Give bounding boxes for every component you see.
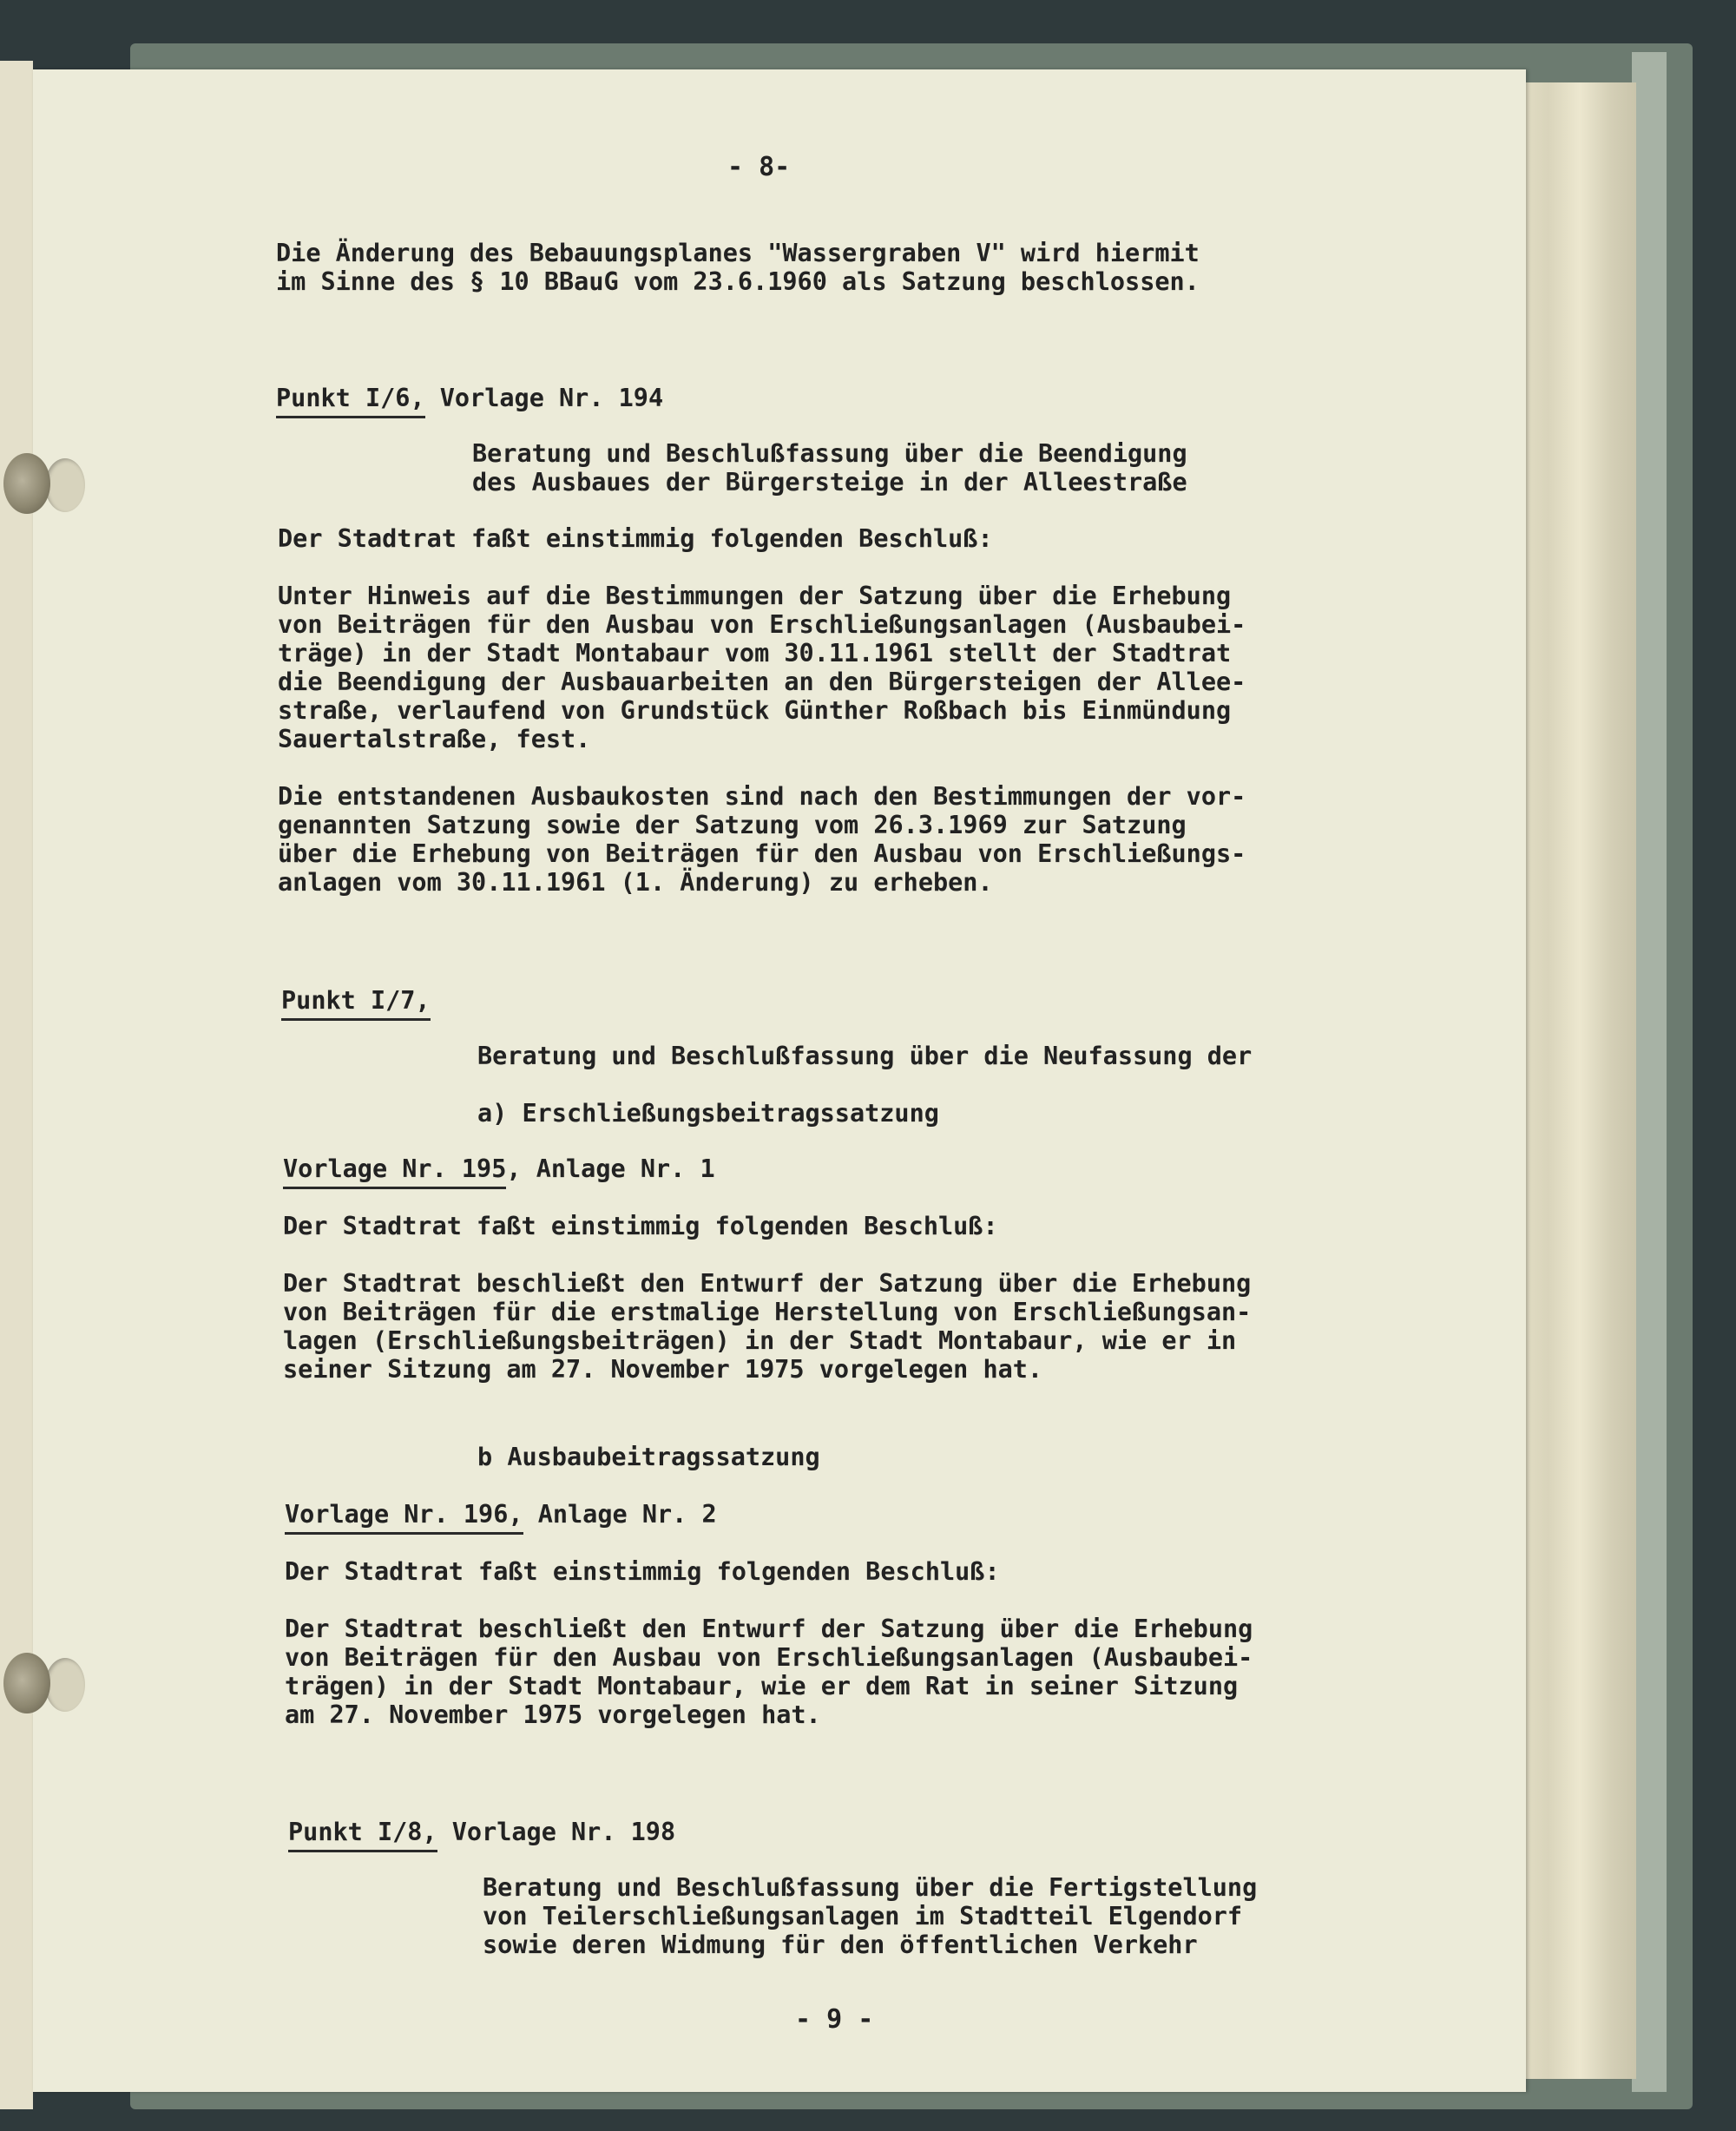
item-i6-p1-line-5: straße, verlaufend von Grundstück Günther Roßbach bis Einmündung [278, 696, 1232, 725]
page-number-header: - 8- [727, 152, 791, 182]
item-i7a-vorlage-label: Vorlage Nr. 195 [283, 1154, 506, 1189]
item-i7a-decision: Der Stadtrat faßt einstimmig folgenden Beschluß: [283, 1212, 998, 1240]
item-i7a-p-line-2: von Beiträgen für die erstmalige Herstellung von Erschließungsan- [283, 1298, 1252, 1326]
item-i6-p1-line-2: von Beiträgen für den Ausbau von Erschließungsanlagen (Ausbaubei- [278, 610, 1246, 639]
item-i7b-anlage: Anlage Nr. 2 [523, 1500, 717, 1529]
item-i8-label: Punkt I/8, [288, 1818, 437, 1852]
item-i7-label: Punkt I/7, [281, 986, 431, 1021]
item-i8-subject-1: Beratung und Beschlußfassung über die Fertigstellung [483, 1873, 1258, 1902]
item-i7b-vorlage [285, 1500, 717, 1529]
item-i8-heading [288, 1818, 675, 1846]
item-i8-vorlage: Vorlage Nr. 198 [437, 1818, 676, 1846]
item-i7a-p-line-4: seiner Sitzung am 27. November 1975 vorgelegen hat. [283, 1355, 1043, 1384]
item-i6-decision: Der Stadtrat faßt einstimmig folgenden Beschluß: [278, 524, 993, 553]
item-i7b-p-line-3: trägen) in der Stadt Montabaur, wie er dem Rat in seiner Sitzung [285, 1672, 1239, 1700]
item-i7b-vorlage-label: Vorlage Nr. 196, [285, 1500, 523, 1535]
facing-page-edge [0, 61, 33, 2109]
item-i7b-p-line-2: von Beiträgen für den Ausbau von Erschließungsanlagen (Ausbaubei- [285, 1643, 1253, 1672]
item-i8-subject-2: von Teilerschließungsanlagen im Stadtteil Elgendorf [483, 1902, 1243, 1930]
item-i6-p1-line-4: die Beendigung der Ausbauarbeiten an den Bürgersteigen der Allee- [278, 668, 1246, 696]
item-i7-heading [281, 986, 431, 1015]
item-i7b-p-line-1: Der Stadtrat beschließt den Entwurf der Satzung über die Erhebung [285, 1615, 1253, 1643]
item-i7b-decision: Der Stadtrat faßt einstimmig folgenden Beschluß: [285, 1557, 1000, 1586]
document-page [33, 69, 1526, 2092]
page-stack-edge [1510, 82, 1636, 2079]
item-i6-p2-line-2: genannten Satzung sowie der Satzung vom 26.3.1969 zur Satzung [278, 811, 1187, 839]
binder-ring-bottom [3, 1653, 50, 1713]
item-i7b-title: b Ausbaubeitragssatzung [477, 1443, 820, 1471]
item-i6-p1-line-6: Sauertalstraße, fest. [278, 725, 591, 753]
item-i6-p2-line-3: über die Erhebung von Beiträgen für den Ausbau von Erschließungs- [278, 839, 1246, 868]
item-i6-vorlage: Vorlage Nr. 194 [424, 384, 664, 412]
item-i7a-title: a) Erschließungsbeitragssatzung [477, 1099, 939, 1128]
item-i6-subject-1: Beratung und Beschlußfassung über die Beendigung [472, 439, 1187, 468]
item-i7a-anlage: , Anlage Nr. 1 [506, 1154, 715, 1183]
intro-line-1: Die Änderung des Bebauungsplanes "Wassergraben V" wird hiermit [276, 239, 1200, 267]
page-number-footer: - 9 - [795, 2004, 874, 2035]
item-i6-p2-line-4: anlagen vom 30.11.1961 (1. Änderung) zu erheben. [278, 868, 993, 897]
punch-hole-bottom [45, 1658, 85, 1712]
item-i6-p1-line-3: träge) in der Stadt Montabaur vom 30.11.1961 stellt der Stadtrat [278, 639, 1232, 668]
item-i6-p1-line-1: Unter Hinweis auf die Bestimmungen der Satzung über die Erhebung [278, 582, 1232, 610]
item-i7a-vorlage [283, 1154, 715, 1183]
item-i7a-p-line-1: Der Stadtrat beschließt den Entwurf der Satzung über die Erhebung [283, 1269, 1252, 1298]
item-i6-heading [276, 384, 663, 412]
binder-edge [1632, 52, 1667, 2092]
item-i7a-p-line-3: lagen (Erschließungsbeiträgen) in der Stadt Montabaur, wie er in [283, 1326, 1237, 1355]
item-i7-subject: Beratung und Beschlußfassung über die Neufassung der [477, 1042, 1253, 1070]
punch-hole-top [45, 458, 85, 512]
item-i8-subject-3: sowie deren Widmung für den öffentlichen Verkehr [483, 1930, 1198, 1959]
item-i6-subject-2: des Ausbaues der Bürgersteige in der Alleestraße [472, 468, 1187, 497]
item-i6-p2-line-1: Die entstandenen Ausbaukosten sind nach den Bestimmungen der vor- [278, 782, 1246, 811]
binder-ring-top [3, 453, 50, 514]
item-i7b-p-line-4: am 27. November 1975 vorgelegen hat. [285, 1700, 821, 1729]
item-i6-label: Punkt I/6, [276, 384, 425, 418]
intro-line-2: im Sinne des § 10 BBauG vom 23.6.1960 als Satzung beschlossen. [276, 267, 1200, 296]
